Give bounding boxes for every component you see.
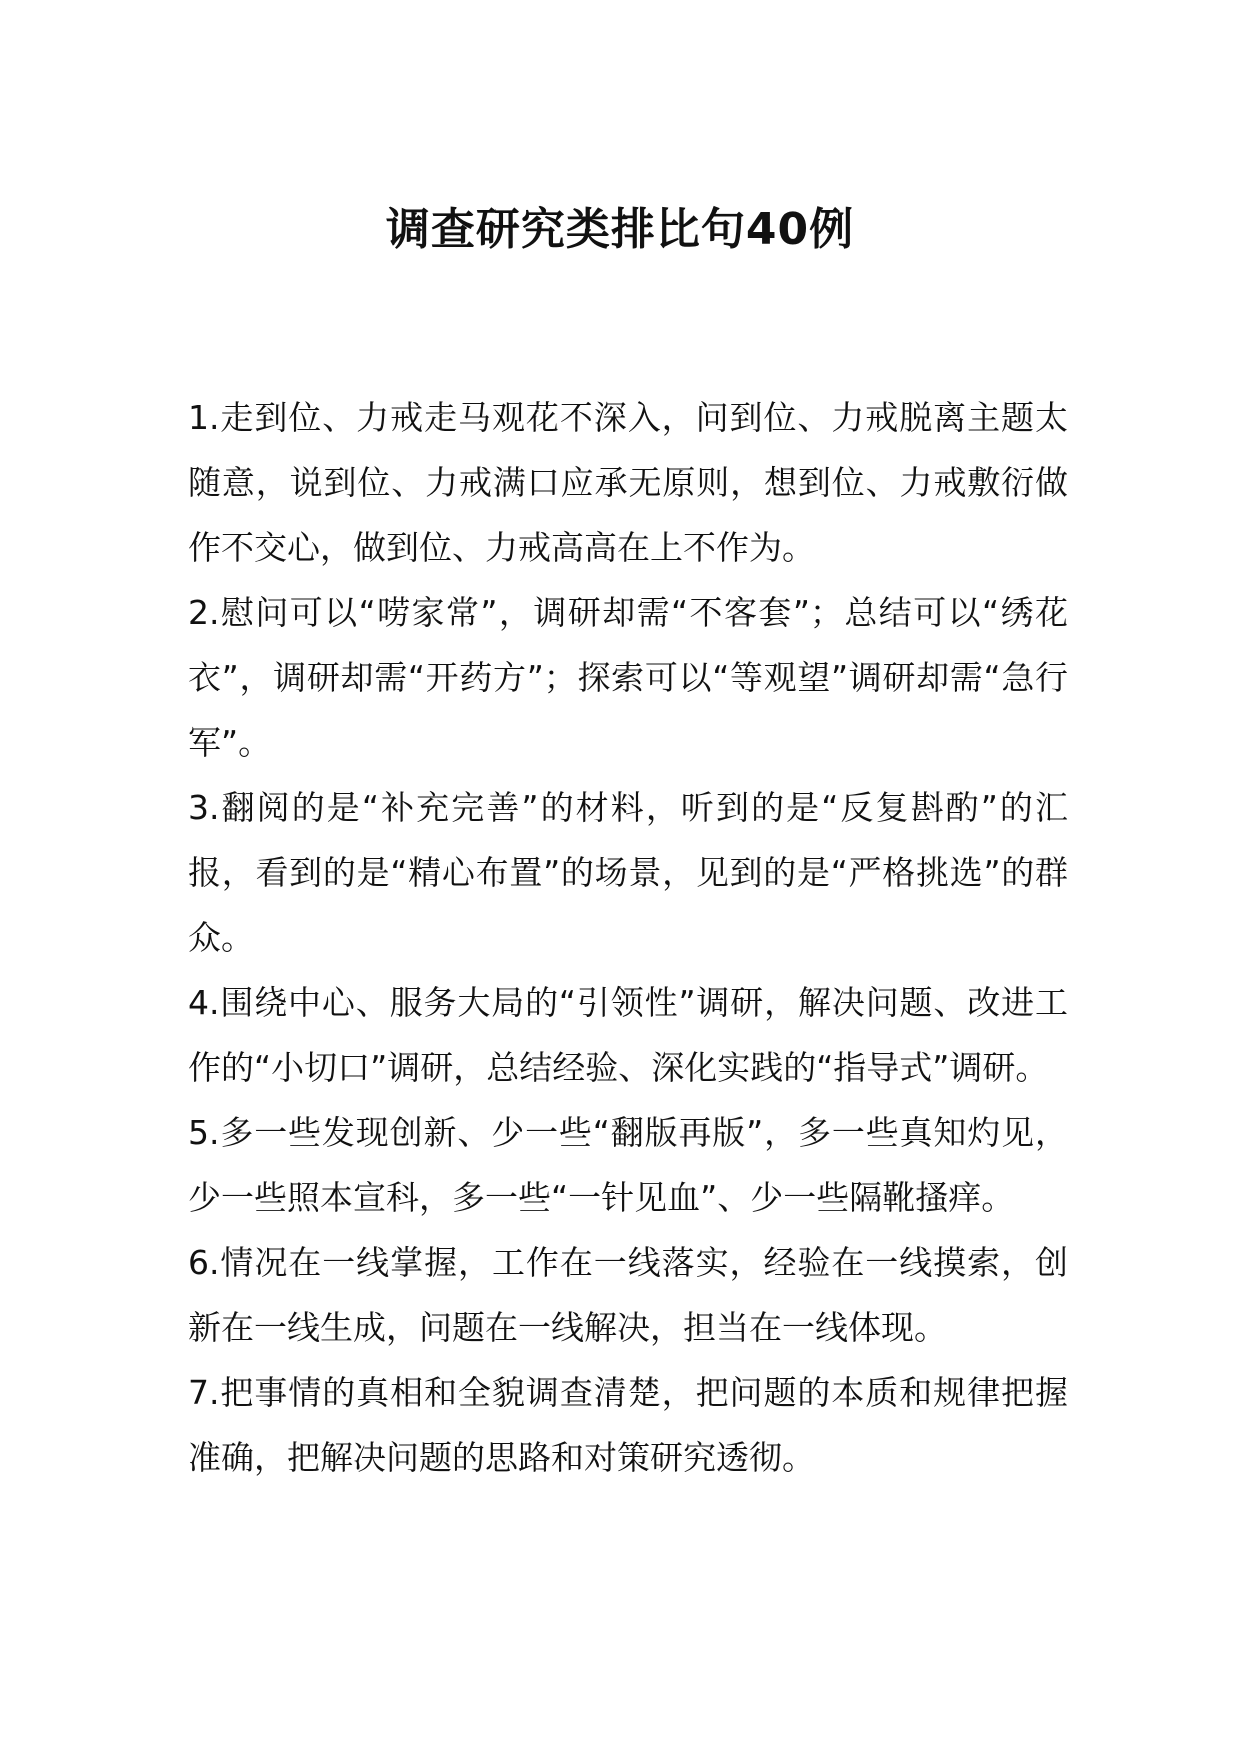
paragraph-3: 3.翻阅的是“补充完善”的材料，听到的是“反复斟酌”的汇报，看到的是“精心布置”的场景，见到的是“严格挑选”的群众。 (188, 788, 1068, 957)
paragraph-2: 2.慰问可以“唠家常”，调研却需“不客套”；总结可以“绣花衣”，调研却需“开药方”；探索可以“等观望”调研却需“急行军”。 (188, 593, 1068, 762)
paragraph-7: 7.把事情的真相和全貌调查清楚，把问题的本质和规律把握准确，把解决问题的思路和对策研究透彻。 (188, 1373, 1068, 1477)
document-body (188, 385, 1068, 1490)
paragraph-5: 5.多一些发现创新、少一些“翻版再版”，多一些真知灼见，少一些照本宣科，多一些“一针见血”、少一些隔靴搔痒。 (188, 1113, 1068, 1217)
document-title: 调查研究类排比句40例 (385, 204, 855, 255)
paragraph-4: 4.围绕中心、服务大局的“引领性”调研，解决问题、改进工作的“小切口”调研，总结经验、深化实践的“指导式”调研。 (188, 983, 1068, 1087)
paragraph-6: 6.情况在一线掌握，工作在一线落实，经验在一线摸索，创新在一线生成，问题在一线解决，担当在一线体现。 (188, 1243, 1068, 1347)
paragraph-1: 1.走到位、力戒走马观花不深入，问到位、力戒脱离主题太随意，说到位、力戒满口应承无原则，想到位、力戒敷衍做作不交心，做到位、力戒高高在上不作为。 (188, 398, 1068, 567)
